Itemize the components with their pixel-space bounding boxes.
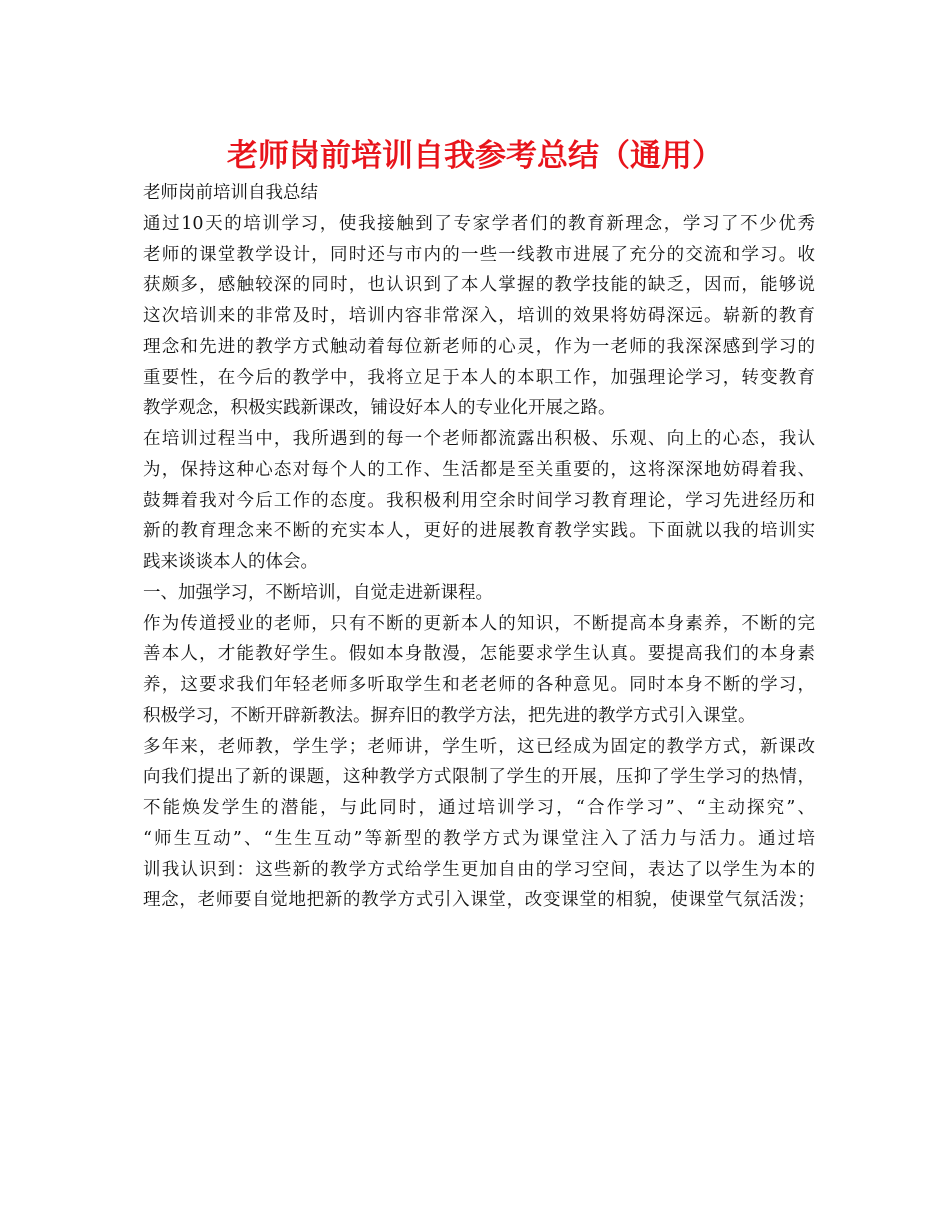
text-line: 多年来，老师教，学生学；老师讲，学生听，这已经成为固定的教学方式，新课改: [143, 736, 815, 757]
text-line: 不能焕发学生的潜能，与此同时，通过培训学习，“合作学习”、“主动探究”、: [143, 798, 815, 818]
text-line: 在培训过程当中，我所遇到的每一个老师都流露出积极、乐观、向上的心态，我认: [143, 429, 815, 449]
document-title: 老师岗前培训自我参考总结（通用）: [227, 138, 723, 174]
text-line: 获颇多，感触较深的同时，也认识到了本人掌握的教学技能的缺乏，因而，能够说: [143, 275, 815, 296]
text-line: 这次培训来的非常及时，培训内容非常深入，培训的效果将妨碍深远。崭新的教育: [143, 306, 815, 326]
text-line: “师生互动”、“生生互动”等新型的教学方式为课堂注入了活力与活力。通过培: [143, 828, 815, 849]
text-line: 一、加强学习，不断培训，自觉走进新课程。: [143, 582, 493, 603]
text-line: 养，这要求我们年轻老师多听取学生和老老师的各种意见。同时本身不断的学习，: [143, 675, 815, 695]
text-line: 训我认识到：这些新的教学方式给学生更加自由的学习空间，表达了以学生为本的: [143, 859, 815, 880]
text-line: 为，保持这种心态对每个人的工作、生活都是至关重要的，这将深深地妨碍着我、: [143, 459, 815, 480]
text-line: 新的教育理念来不断的充实本人，更好的进展教育教学实践。下面就以我的培训实: [143, 521, 815, 542]
text-line: 教学观念，积极实践新课改，铺设好本人的专业化开展之路。: [143, 398, 616, 419]
text-line: 老师的课堂教学设计，同时还与市内的一些一线教市进展了充分的交流和学习。收: [143, 244, 815, 265]
document-body: [143, 178, 815, 916]
text-line: 老师岗前培训自我总结: [143, 183, 318, 203]
text-line: 向我们提出了新的课题，这种教学方式限制了学生的开展，压抑了学生学习的热情，: [143, 767, 815, 788]
text-line: 重要性，在今后的教学中，我将立足于本人的本职工作，加强理论学习，转变教育: [143, 367, 815, 388]
text-line: 作为传道授业的老师，只有不断的更新本人的知识，不断提高本身素养，不断的完: [143, 613, 815, 634]
text-line: 通过10天的培训学习，使我接触到了专家学者们的教育新理念，学习了不少优秀: [143, 213, 815, 234]
text-line: 理念和先进的教学方式触动着每位新老师的心灵，作为一老师的我深深感到学习的: [143, 336, 815, 357]
text-line: 理念，老师要自觉地把新的教学方式引入课堂，改变课堂的相貌，使课堂气氛活泼；: [143, 890, 815, 911]
text-line: 践来谈谈本人的体会。: [143, 552, 318, 572]
text-line: 积极学习，不断开辟新教法。摒弃旧的教学方法，把先进的教学方式引入课堂。: [143, 705, 756, 726]
text-line: 善本人，才能教好学生。假如本身散漫，怎能要求学生认真。要提高我们的本身素: [143, 644, 815, 665]
text-line: 鼓舞着我对今后工作的态度。我积极利用空余时间学习教育理论，学习先进经历和: [143, 490, 815, 511]
